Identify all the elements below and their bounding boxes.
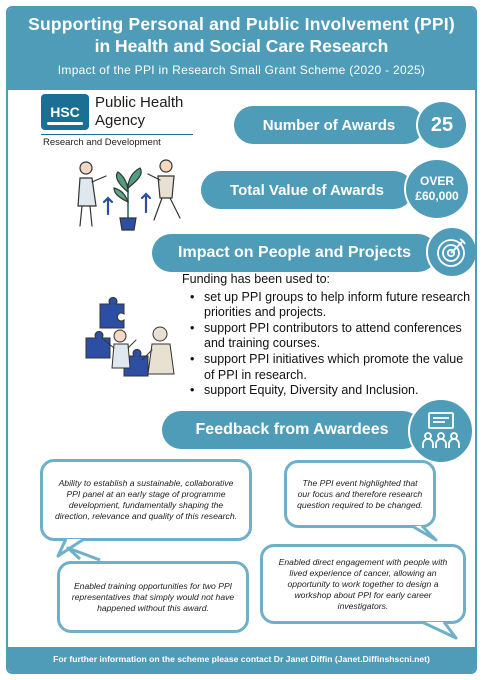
target-icon — [426, 226, 477, 278]
number-of-awards-value: 25 — [416, 100, 468, 150]
feedback-quote: The PPI event highlighted that our focus and therefore research question required to be changed. — [284, 460, 436, 528]
total-value-number: £60,000 — [415, 189, 459, 203]
logo-line-1: Public Health — [95, 94, 184, 111]
people-growing-plant-illustration — [68, 154, 188, 232]
public-health-agency-logo — [41, 94, 211, 156]
header-banner — [8, 8, 475, 90]
impact-description — [182, 272, 472, 399]
people-with-puzzle-pieces-illustration — [84, 294, 180, 386]
impact-list — [182, 290, 472, 399]
logo-divider — [41, 134, 193, 135]
title-line-1: Supporting Personal and Public Involvement (PPI) — [28, 14, 455, 34]
impact-heading: Impact on People and Projects — [152, 234, 437, 272]
total-value-label: Total Value of Awards — [201, 171, 413, 209]
feedback-heading: Feedback from Awardees — [162, 411, 422, 449]
hsc-badge: HSC — [41, 94, 89, 130]
impact-item: • support PPI contributors to attend conferences and training courses. — [182, 321, 472, 352]
number-of-awards-label: Number of Awards — [234, 106, 424, 144]
poster — [6, 6, 477, 674]
footer-contact: For further information on the scheme please contact Dr Janet Diffin (Janet.Diffinshscni.net) — [8, 647, 475, 672]
feedback-quote: Ability to establish a sustainable, collaborative PPI panel at an early stage of programme development, fundamentally shaping the direction, relevance and quality of this research. — [40, 459, 252, 541]
total-value-amount — [404, 158, 470, 220]
impact-intro: Funding has been used to: — [182, 272, 331, 286]
impact-item: • support Equity, Diversity and Inclusion. — [182, 383, 472, 399]
impact-item: • support PPI initiatives which promote the value of PPI in research. — [182, 352, 472, 383]
subtitle: Impact of the PPI in Research Small Grant Scheme (2020 - 2025) — [57, 63, 426, 77]
presentation-audience-icon — [408, 398, 474, 464]
feedback-quote: Enabled direct engagement with people with lived experience of cancer, allowing an opportunity to work together to design a workshop about PPI for early career investigators. — [260, 544, 466, 624]
total-value-prefix: OVER — [419, 174, 454, 188]
logo-line-2: Agency — [95, 112, 146, 129]
impact-item: • set up PPI groups to help inform future research priorities and projects. — [182, 290, 472, 321]
feedback-quote: Enabled training opportunities for two PPI representatives that simply would not have happened without this award. — [57, 561, 249, 633]
title-line-2: in Health and Social Care Research — [94, 36, 389, 56]
logo-line-3: Research and Development — [43, 137, 161, 148]
